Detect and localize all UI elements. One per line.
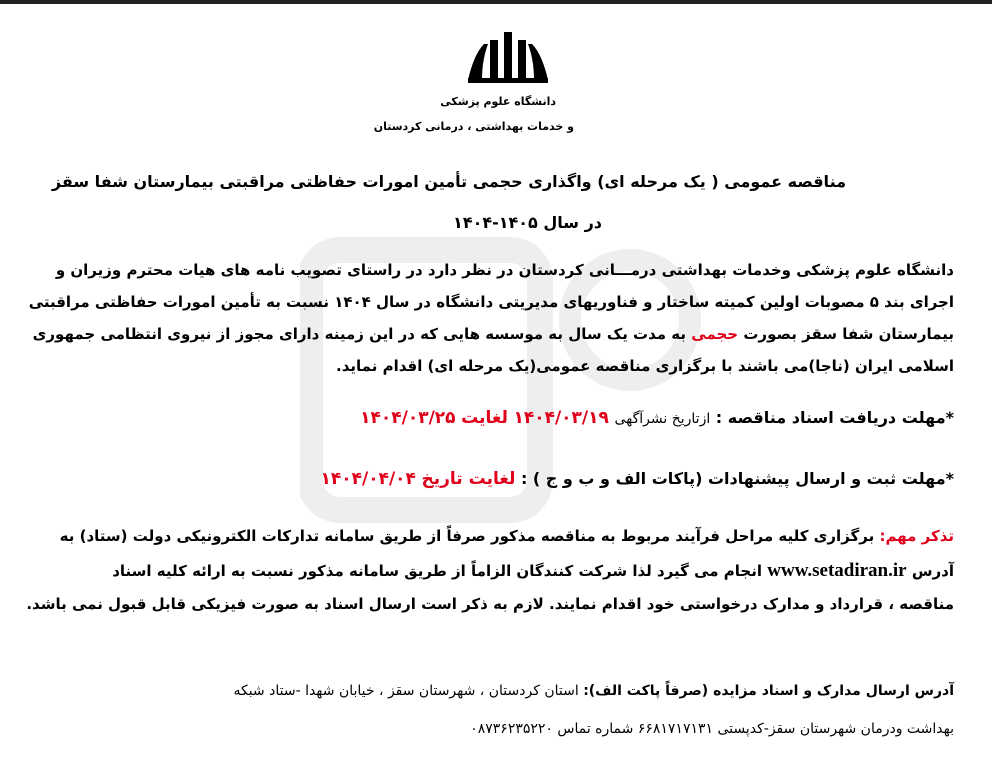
address-line-1 xyxy=(233,683,954,699)
volume-highlight: حجمی xyxy=(691,325,739,343)
body-line-3 xyxy=(32,325,954,343)
body-line-4: اسلامی ایران (ناجا)می باشند با برگزاری مناقصه عمومی(یک مرحله ای) اقدام نماید. xyxy=(336,357,954,375)
notice-line-1 xyxy=(32,527,954,545)
address-label: آدرس ارسال مدارک و اسناد مزایده (صرفاً پاکت الف): xyxy=(583,683,954,699)
university-logo-icon xyxy=(464,30,552,86)
notice-address-word: آدرس xyxy=(911,562,954,580)
top-border xyxy=(0,0,992,4)
notice-title-year: در سال ۱۴۰۵-۱۴۰۴ xyxy=(453,213,602,232)
body-line-3-start: بیمارستان شفا سقز بصورت xyxy=(743,325,954,343)
notice-text-1: برگزاری کلیه مراحل فرآیند مربوط به مناقصه مذکور صرفاً از طریق سامانه تدارکات الکترونیکی دولت (ستاد) به xyxy=(59,527,875,545)
offers-deadline-to-text: لغایت تاریخ xyxy=(421,469,516,489)
docs-deadline-to-text: لغایت xyxy=(461,408,508,428)
docs-deadline-label: *مهلت دریافت اسناد مناقصه : xyxy=(715,408,954,427)
offers-deadline xyxy=(320,469,954,489)
body-line-3-end: به مدت یک سال به موسسه هایی که در این زمینه دارای مجوز از نیروی انتظامی جمهوری xyxy=(32,325,687,343)
setad-url-link[interactable]: www.setadiran.ir xyxy=(767,560,907,581)
body-line-1: دانشگاه علوم پزشکی وخدمات بهداشتی درمـــانی کردستان در نظر دارد در راستای تصویب نامه های هیات محترم وزیران و xyxy=(55,261,954,279)
notice-title: مناقصه عمومی ( یک مرحله ای) واگذاری حجمی تأمین امورات حفاظتی مراقبتی بیمارستان شفا سقز xyxy=(51,172,846,191)
body-line-2: اجرای بند ۵ مصوبات اولین کمیته ساختار و فناوریهای مدیریتی دانشگاه در سال ۱۴۰۴ نسبت به تأمین امورات حفاظتی مراقبتی xyxy=(28,293,954,311)
docs-deadline xyxy=(360,408,954,428)
notice-line-2 xyxy=(32,560,954,582)
notice-text-2: انجام می گیرد لذا شرکت کنندگان الزاماً از طریق سامانه مذکور نسبت به ارائه کلیه اسناد xyxy=(112,562,763,580)
university-subtitle: و خدمات بهداشتی ، درمانی کردستان xyxy=(373,120,574,133)
offers-deadline-to-date: ۱۴۰۴/۰۴/۰۴ xyxy=(320,469,416,489)
offers-deadline-label: *مهلت ثبت و ارسال پیشنهادات (پاکات الف و ب و ج ) : xyxy=(520,469,954,488)
notice-line-3: مناقصه ، قرارداد و مدارک درخواستی خود اقدام نمایند. لازم به ذکر است ارسال اسناد به صورت فیزیکی قابل قبول نمی باشد. xyxy=(26,595,954,613)
university-name: دانشگاه علوم پزشکی xyxy=(440,95,556,108)
docs-deadline-from-text: ازتاریخ نشرآگهی xyxy=(614,411,711,427)
address-text-1: استان کردستان ، شهرستان سقز ، خیابان شهدا -ستاد شبکه xyxy=(233,683,579,699)
address-line-2: بهداشت ودرمان شهرستان سقز-کدپستی ۶۶۸۱۷۱۷۱۳۱ شماره تماس ۰۸۷۳۶۲۳۵۲۲۰ xyxy=(470,721,954,737)
docs-deadline-to-date: ۱۴۰۴/۰۳/۲۵ xyxy=(360,408,456,428)
notice-label: تذکر مهم: xyxy=(879,527,954,545)
docs-deadline-from-date: ۱۴۰۴/۰۳/۱۹ xyxy=(513,408,609,428)
